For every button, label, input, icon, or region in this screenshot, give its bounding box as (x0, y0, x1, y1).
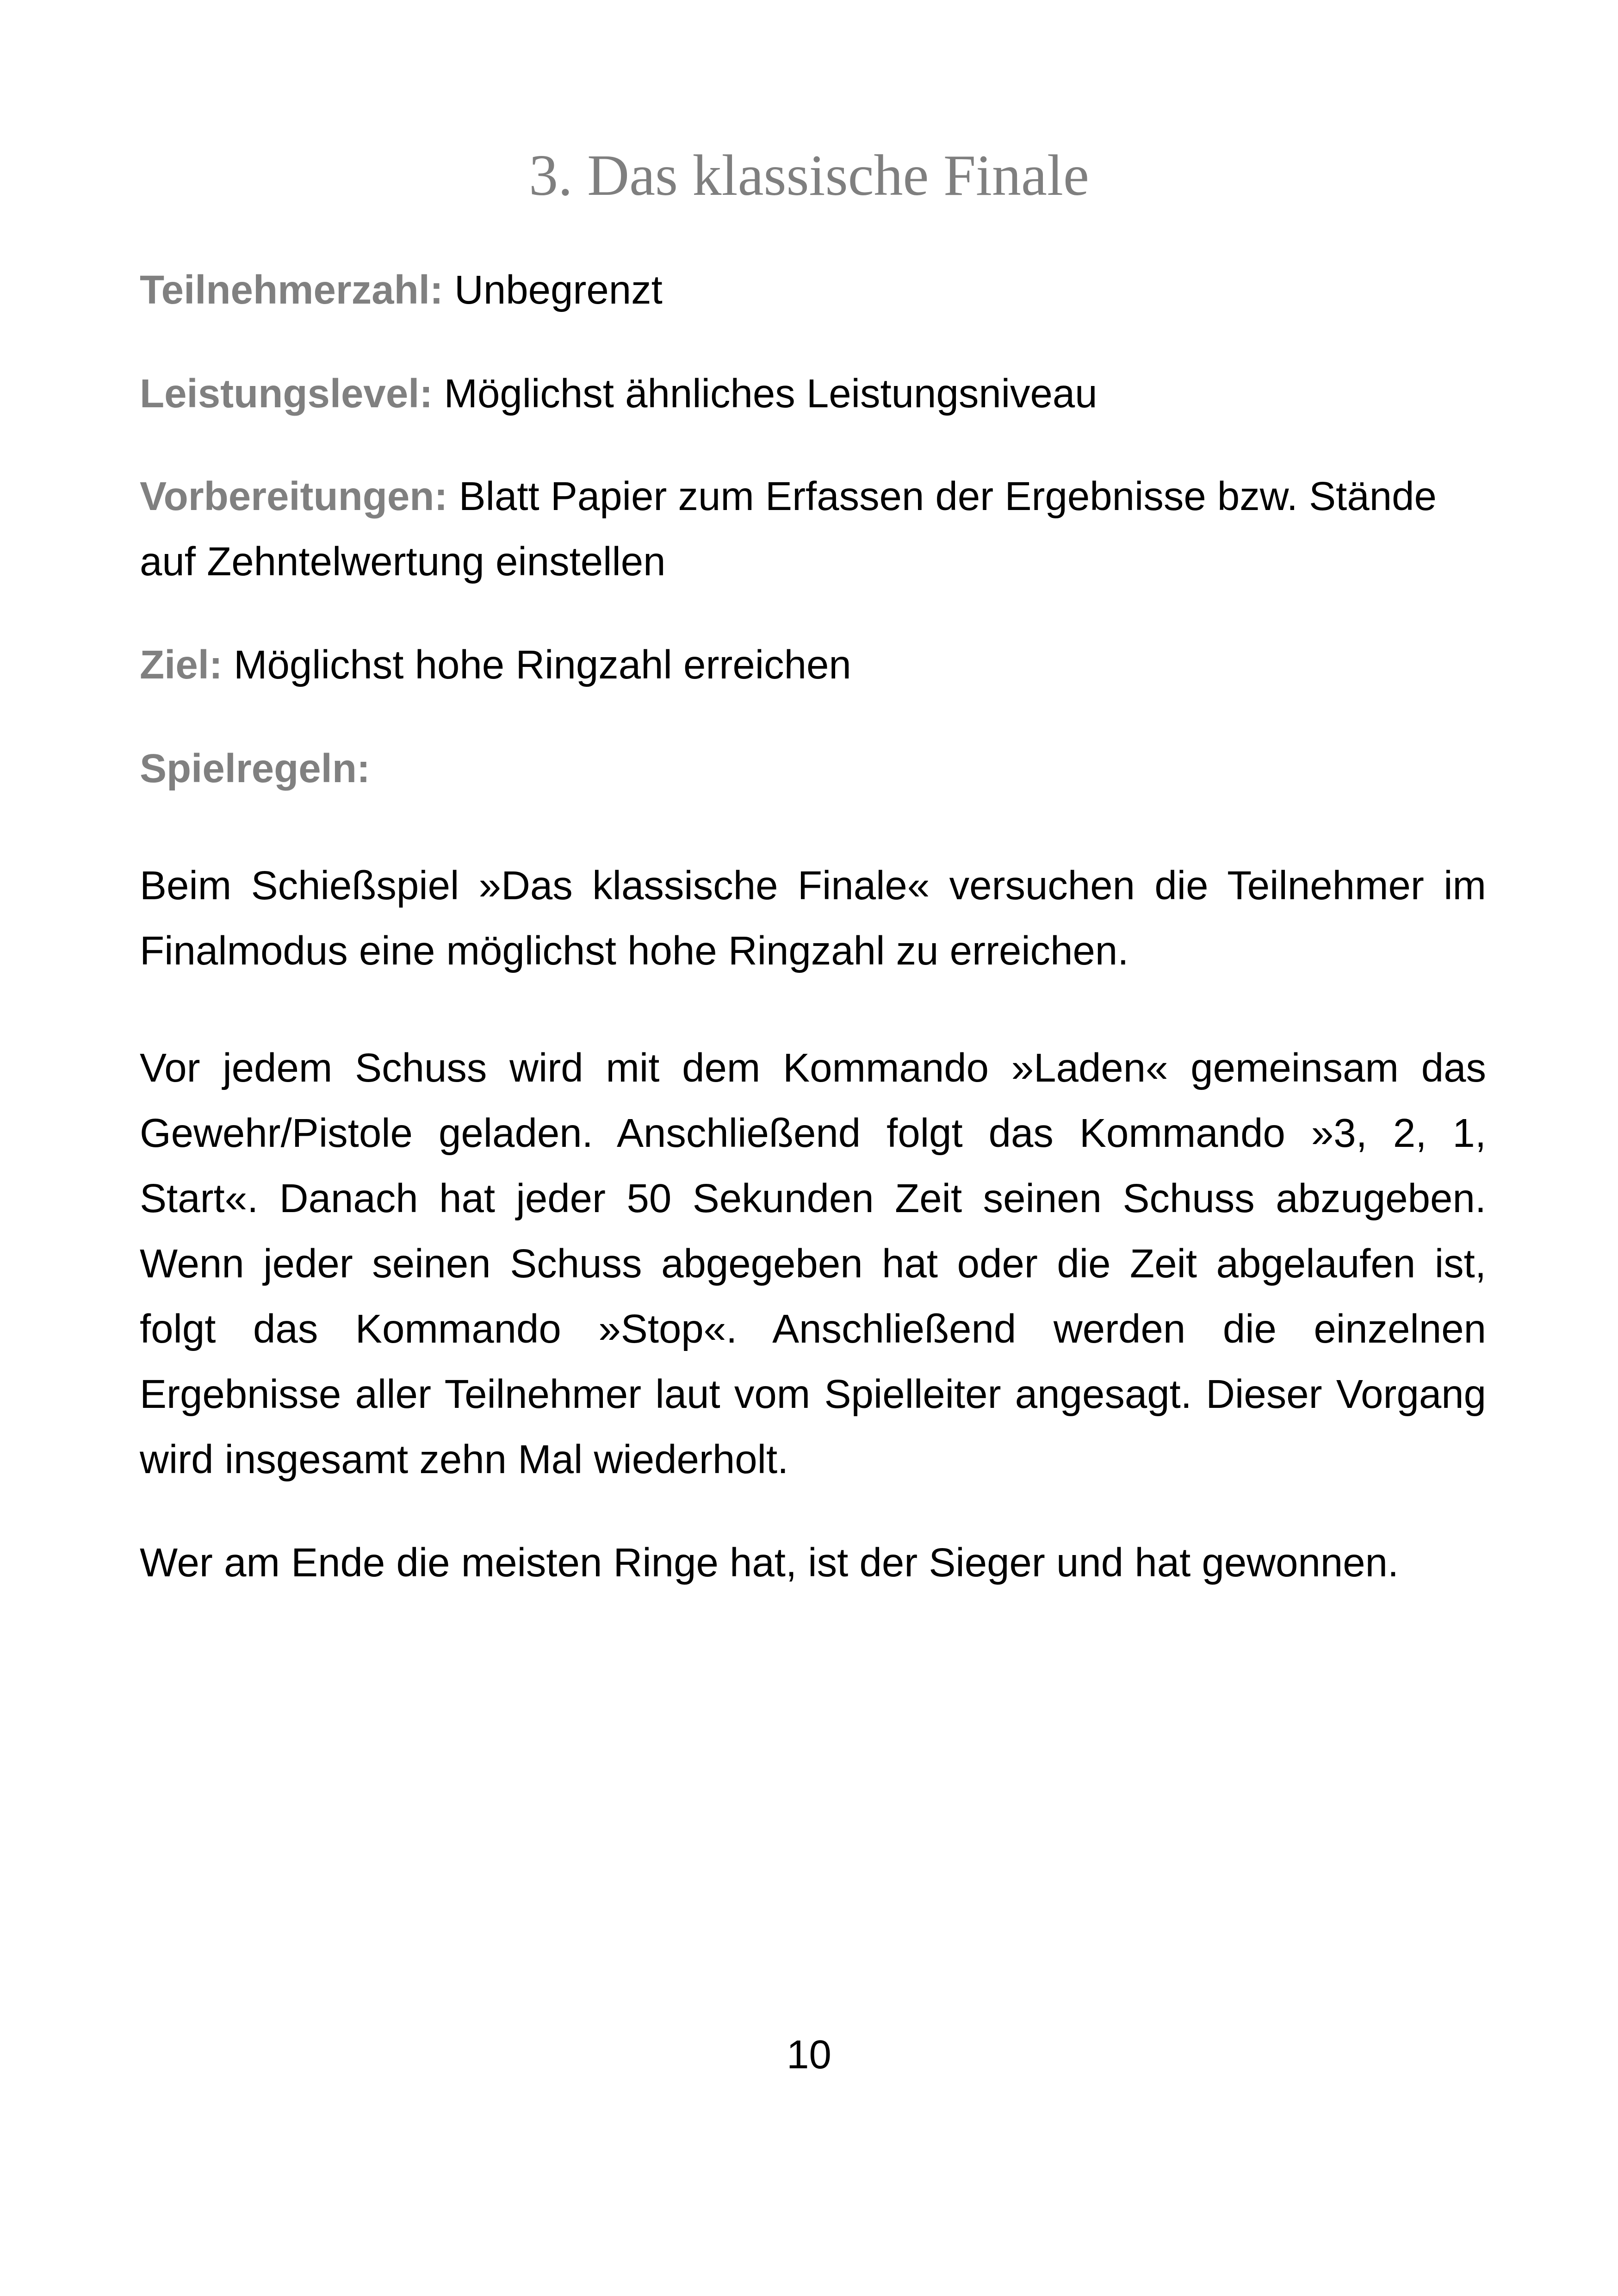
page-number: 10 (787, 2032, 831, 2077)
field-ziel (140, 632, 1486, 697)
field-value: Möglichst hohe Ringzahl erreichen (234, 642, 851, 687)
rules-paragraph: Vor jedem Schuss wird mit dem Kommando »Laden« gemeinsam das Gewehr/Pistole geladen. Anschließend folgt das Kommando »3, 2, 1, Start«. Danach hat jeder 50 Sekunden Zeit seinen Schuss abzugeben. Wenn jeder seinen Schuss abgegeben hat oder die Zeit abgelaufen ist, folgt das Kommando »Stop«. Anschließend werden die einzelnen Ergebnisse aller Teilnehmer laut vom Spielleiter angesagt. Dieser Vorgang wird insgesamt zehn Mal wiederholt. (140, 1045, 1486, 1482)
field-label: Ziel: (140, 642, 223, 687)
field-value: Unbegrenzt (454, 268, 663, 312)
field-teilnehmerzahl (140, 257, 1486, 323)
field-label: Vorbereitungen: (140, 474, 448, 519)
field-label: Teilnehmerzahl: (140, 268, 443, 312)
field-leistungslevel (140, 361, 1486, 426)
field-value: Möglichst ähnliches Leistungsniveau (444, 371, 1097, 416)
field-value: Blatt Papier zum Erfassen der Ergebnisse bzw. Stände auf Zehntelwertung einstellen (140, 474, 1437, 584)
field-label: Leistungslevel: (140, 371, 433, 416)
field-spielregeln (140, 736, 1486, 801)
field-label: Spielregeln: (140, 746, 370, 791)
rules-paragraph: Beim Schießspiel »Das klassische Finale« versuchen die Teilnehmer im Finalmodus eine möglichst hohe Ringzahl zu erreichen. (140, 863, 1486, 973)
rules-paragraph: Wer am Ende die meisten Ringe hat, ist der Sieger und hat gewonnen. (140, 1540, 1399, 1585)
field-vorbereitungen (140, 464, 1486, 594)
page-title: 3. Das klassische Finale (529, 143, 1089, 208)
